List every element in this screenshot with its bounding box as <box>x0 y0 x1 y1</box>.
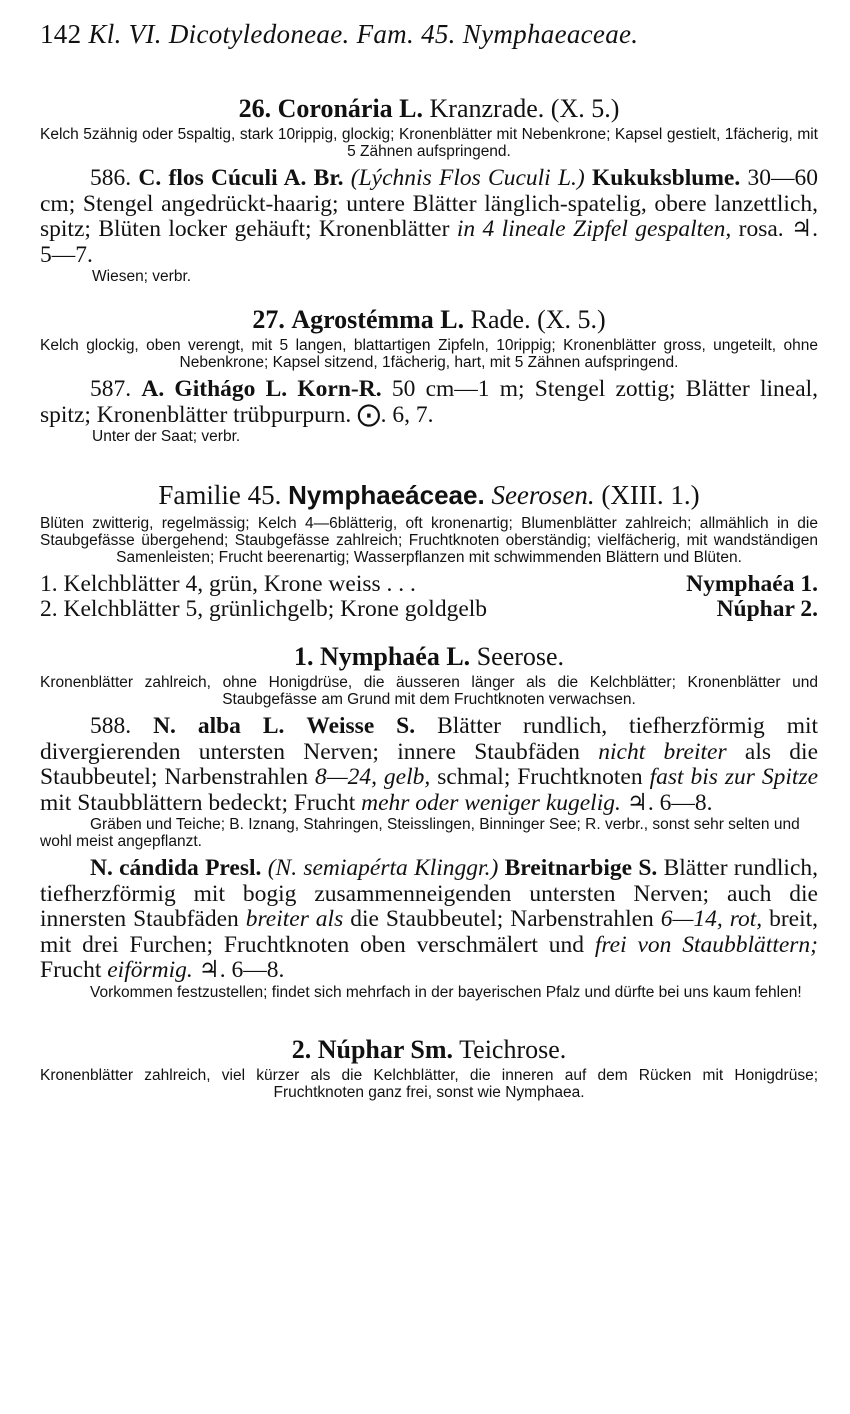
genus-heading-coronaria: 26. Coronária L. Kranzrade. (X. 5.) <box>238 94 620 123</box>
page-number: 142 <box>40 19 82 49</box>
key-line: 2. Kelchblätter 5, grünlichgelb; Krone goldgelb Núphar 2. <box>40 596 818 622</box>
key-line: 1. Kelchblätter 4, grün, Krone weiss . . . Nymphaéa 1. <box>40 571 818 597</box>
species-locality: Wiesen; verbr. <box>92 268 192 285</box>
family-heading: Familie 45. Nymphaeáceae. Seerosen. (XIII. 1.) <box>158 480 700 510</box>
running-head-text: Kl. VI. Dicotyledoneae. Fam. 45. Nymphaeaceae. <box>88 19 639 49</box>
species-entry-588: 588. N. alba L. Weisse S. Blätter rundlich, tiefherzförmig mit divergierenden untersten Nerven; innere Staubfäden nicht breiter als die Staubbeutel; Narbenstrahlen 8—24, gelb, schmal; Fruchtknoten fast bis zur Spitze mit Staubblättern bedeckt; Frucht mehr oder weniger kugelig. ♃. 6—8. <box>40 713 819 816</box>
genus-heading-nuphar: 2. Núphar Sm. Teichrose. <box>291 1034 567 1064</box>
genus-heading-agrostemma: 27. Agrostémma L. Rade. (X. 5.) <box>252 305 606 334</box>
genus-heading-nymphaea: 1. Nymphaéa L. Seerose. <box>293 642 565 671</box>
genus-characters: Kelch 5zähnig oder 5spaltig, stark 10rippig, glockig; Kronenblätter mit Nebenkrone; Kapsel gestielt, 1fächerig, mit 5 Zähnen aufspringend. <box>40 126 818 160</box>
species-entry-587: 587. A. Githágo L. Korn-R. 50 cm—1 m; Stengel zottig; Blätter lineal, spitz; Kronenblätter trübpurpurn. ⨀. 6, 7. <box>40 376 819 428</box>
species-entry-candida: N. cándida Presl. (N. semiapérta Klinggr.) Breitnarbige S. Blätter rundlich, tiefherzförmig mit bogig zusammenneigenden untersten Nerven; auch die innersten Staubfäden breiter als die Staubbeutel; Narbenstrahlen 6—14, rot, breit, mit drei Furchen; Fruchtknoten oben verschmälert und frei von Staubblättern; Frucht eiförmig. ♃. 6—8. <box>40 855 819 983</box>
species-entry-586: 586. C. flos Cúculi A. Br. (Lýchnis Flos Cuculi L.) Kukuksblume. 30—60 cm; Stengel angedrückt-haarig; untere Blätter länglich-spatelig, obere lanzettlich, spitz; Blüten locker gehäuft; Kronenblätter in 4 lineale Zipfel gespalten, rosa. ♃. 5—7. <box>40 165 819 268</box>
genus-characters: Kronenblätter zahlreich, viel kürzer als die Kelchblätter, die inneren auf dem Rücken mit Honigdrüse; Fruchtknoten ganz frei, sonst wie Nymphaea. <box>40 1066 818 1101</box>
species-locality: Unter der Saat; verbr. <box>92 428 241 445</box>
running-head <box>40 18 818 50</box>
genus-characters: Kronenblätter zahlreich, ohne Honigdrüse, die äusseren länger als die Kelchblätter; Kronenblätter und Staubgefässe am Grund mit dem Fruchtknoten verwachsen. <box>40 674 818 708</box>
family-characters: Blüten zwitterig, regelmässig; Kelch 4—6blätterig, oft kronenartig; Blumenblätter zahlreich; allmählich in die Staubgefässe übergehend; Staubgefässe zahlreich; Fruchtknoten oberständig; vielfächerig, mit wandständigen Samenleisten; Frucht beerenartig; Wasserpflanzen mit schwimmenden Blättern und Blüten. <box>40 515 818 566</box>
genus-characters: Kelch glockig, oben verengt, mit 5 langen, blattartigen Zipfeln, 10rippig; Kronenblätter gross, ungeteilt, ohne Nebenkrone; Kapsel sitzend, 1fächerig, hart, mit 5 Zähnen aufspringend. <box>40 337 818 371</box>
species-locality: Gräben und Teiche; B. Iznang, Stahringen, Steisslingen, Binninger See; R. verbr., sonst sehr selten und wohl meist angepflanzt. <box>40 816 800 850</box>
species-locality: Vorkommen festzustellen; findet sich mehrfach in der bayerischen Pfalz und dürfte bei uns kaum fehlen! <box>90 983 802 1001</box>
